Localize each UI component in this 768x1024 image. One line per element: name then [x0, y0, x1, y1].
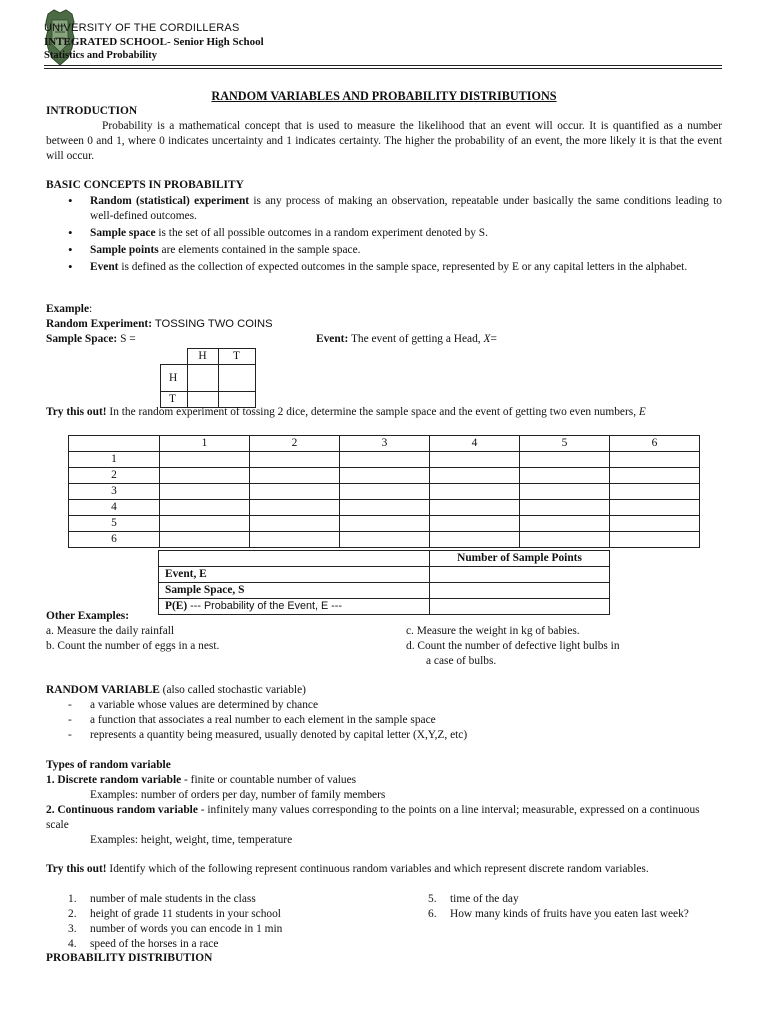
other-example-a: a. Measure the daily rainfall — [46, 625, 175, 637]
intro-text: Probability is a mathematical concept that is used to measure the likelihood that an event will occur. It is quantified as a number between 0 and 1, where 0 indicates uncertainty and 1 indicates certainty. The higher the probability of an event, the more likely it is that the event will occur. — [46, 120, 722, 162]
example-label: Example: — [46, 303, 93, 315]
list-item: 4. speed of the horses in a race — [68, 938, 219, 950]
other-example-c: c. Measure the weight in kg of babies. — [406, 625, 580, 637]
document-header — [44, 22, 264, 63]
school-unit: INTEGRATED SCHOOL- Senior High School — [44, 35, 264, 48]
other-example-d: d. Count the number of defective light bulbs in — [406, 640, 620, 652]
dice-row-header: 6 — [69, 532, 160, 548]
list-item: 6. How many kinds of fruits have you eaten last week? — [428, 908, 689, 920]
try-dice-instructions: Try this out! In the random experiment of tossing 2 dice, determine the sample space and the event of getting two even numbers, E — [46, 406, 646, 418]
dice-row-header: 2 — [69, 468, 160, 484]
discrete-examples: Examples: number of orders per day, number of family members — [90, 789, 386, 801]
identify-list-left — [46, 892, 406, 952]
list-item: - a function that associates a real number to each element in the sample space — [46, 713, 722, 728]
list-item: 5. time of the day — [428, 893, 519, 905]
continuous-examples: Examples: height, weight, time, temperature — [90, 834, 293, 846]
random-experiment: Random Experiment: TOSSING TWO COINS — [46, 318, 273, 330]
header-rule-2 — [44, 68, 722, 69]
types-heading: Types of random variable — [46, 759, 171, 771]
dice-col-header: 3 — [340, 436, 430, 452]
random-variable-list — [46, 698, 722, 743]
coin-cell — [187, 365, 218, 392]
page-title: RANDOM VARIABLES AND PROBABILITY DISTRIBUTIONS — [211, 89, 557, 103]
dice-row-header: 4 — [69, 500, 160, 516]
coin-col-header: T — [218, 349, 255, 365]
list-item: 3. number of words you can encode in 1 min — [68, 923, 283, 935]
other-examples-heading: Other Examples: — [46, 610, 129, 622]
list-item: 2. height of grade 11 students in your school — [68, 908, 281, 920]
list-item: • Random (statistical) experiment is any process of making an observation, repeatable under basically the same conditions leading to well-defined outcomes. — [46, 194, 722, 224]
list-item: - represents a quantity being measured, usually denoted by capital letter (X,Y,Z, etc) — [46, 728, 722, 743]
coin-col-header: H — [187, 349, 218, 365]
dice-col-header: 2 — [250, 436, 340, 452]
probability-distribution-heading: PROBABILITY DISTRIBUTION — [46, 952, 213, 964]
sample-points-col-header: Number of Sample Points — [430, 551, 610, 567]
sample-points-table — [158, 550, 610, 615]
coin-row-header: H — [161, 365, 188, 392]
summary-row-label: Sample Space, S — [159, 583, 430, 599]
sample-space: Sample Space: S = — [46, 333, 136, 345]
other-example-d-cont: a case of bulbs. — [426, 655, 497, 667]
subject-name: Statistics and Probability — [44, 50, 157, 62]
dice-col-header: 1 — [160, 436, 250, 452]
coin-cell — [218, 365, 255, 392]
dice-row-header: 3 — [69, 484, 160, 500]
list-item: • Sample points are elements contained in the sample space. — [46, 243, 722, 258]
list-item: • Sample space is the set of all possible outcomes in a random experiment denoted by S. — [46, 226, 722, 241]
list-item: - a variable whose values are determined by chance — [46, 698, 722, 713]
dice-col-header: 4 — [430, 436, 520, 452]
random-variable-heading: RANDOM VARIABLE (also called stochastic variable) — [46, 684, 306, 696]
dice-col-header: 6 — [610, 436, 700, 452]
discrete-definition: 1. Discrete random variable - finite or countable number of values — [46, 774, 357, 786]
event-statement: Event: The event of getting a Head, X= — [316, 333, 497, 345]
dice-col-header: 5 — [520, 436, 610, 452]
summary-row-label: Event, E — [159, 567, 430, 583]
coin-table — [160, 348, 256, 408]
list-item: • Event is defined as the collection of expected outcomes in the sample space, represented by E or any capital letters in the alphabet. — [46, 260, 722, 275]
identify-list-right — [406, 892, 716, 922]
intro-heading: INTRODUCTION — [46, 105, 138, 117]
header-rule — [44, 65, 722, 66]
other-example-b: b. Count the number of eggs in a nest. — [46, 640, 220, 652]
basic-concepts-list — [46, 194, 722, 275]
school-name: UNIVERSITY OF THE CORDILLERAS — [44, 22, 240, 34]
dice-table — [68, 435, 700, 548]
basic-heading: BASIC CONCEPTS IN PROBABILITY — [46, 179, 244, 191]
dice-row-header: 1 — [69, 452, 160, 468]
dice-row-header: 5 — [69, 516, 160, 532]
continuous-definition: 2. Continuous random variable - infinitely many values corresponding to the points on a line interval; measurable, expressed on a continuous scale — [46, 804, 700, 831]
coin-row-header: T — [161, 392, 188, 408]
try-identify-instructions: Try this out! Identify which of the following represent continuous random variables and which represent discrete random variables. — [46, 863, 649, 875]
summary-row-label: P(E) --- Probability of the Event, E --- — [159, 599, 430, 615]
list-item: 1. number of male students in the class — [68, 893, 256, 905]
